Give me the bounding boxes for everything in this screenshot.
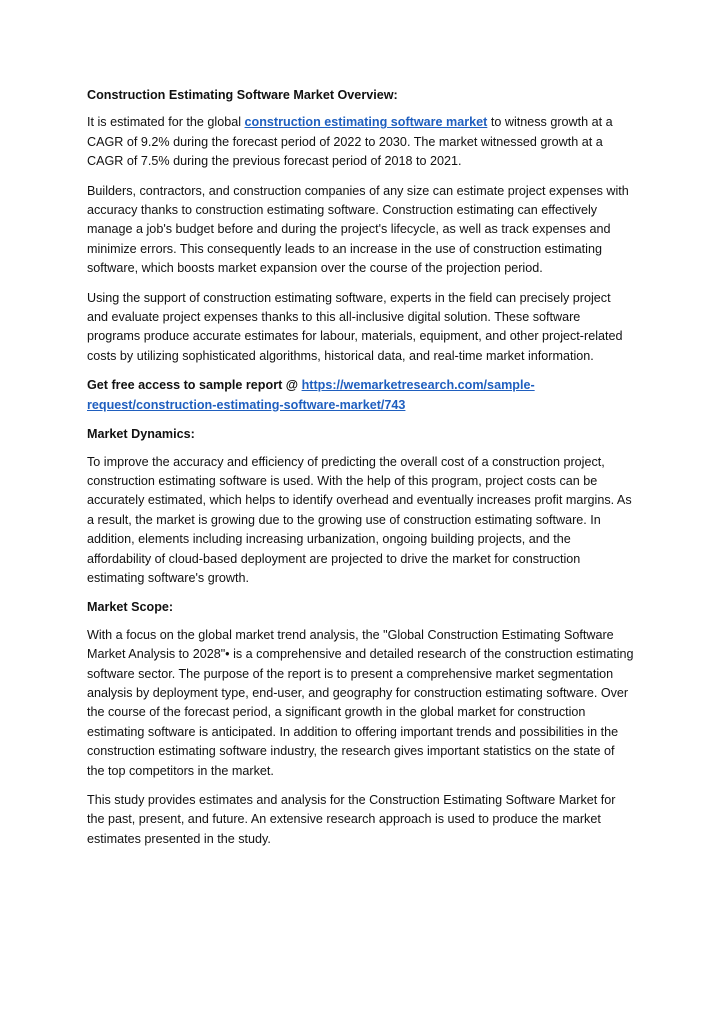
market-link[interactable]: construction estimating software market [244,115,488,130]
scope-heading: Market Scope: [87,600,174,615]
support-paragraph: Using the support of construction estimating software, experts in the field can precisely project and evaluate project expenses thanks to this all-inclusive digital solution. These software programs produce accurate estimates for labour, materials, equipment, and other project-related costs by utilizing sophisticated algorithms, historical data, and real-time market information. [87,290,623,363]
sample-report-label: Get free access to sample report @ [87,378,302,393]
sample-report-line [87,376,635,415]
document-title: Construction Estimating Software Market Overview: [87,88,398,102]
overview-text-after: to witness growth at a CAGR of 9.2% during the forecast period of 2022 to 2030. The market witnessed growth at a CAGR of 7.5% during the previous forecast period of 2018 to 2021. [87,115,613,169]
scope-paragraph: With a focus on the global market trend analysis, the "Global Construction Estimating Software Market Analysis to 2028"• is a comprehensive and detailed research of the construction estimating software sector. The purpose of the report is to present a comprehensive market segmentation analysis by deployment type, end-user, and geography for construction estimating software. Over the course of the forecast period, a significant growth in the global market for construction estimating software is anticipated. In addition to offering important trends and possibilities in the construction estimating software industry, the research gives important statistics on the state of the top competitors in the market. [87,627,634,778]
study-paragraph: This study provides estimates and analysis for the Construction Estimating Software Market for the past, present, and future. An extensive research approach is used to produce the market estimates presented in the study. [87,793,616,846]
overview-text-before: It is estimated for the global [87,115,245,130]
document-page [87,86,635,859]
dynamics-paragraph: To improve the accuracy and efficiency of predicting the overall cost of a construction project, construction estimating software is used. With the help of this program, project costs can be accurately estimated, which helps to identify overhead and eventually increases profit margins. As a result, the market is growing due to the growing use of construction estimating software. In addition, elements including increasing urbanization, ongoing building projects, and the affordability of cloud-based deployment are projected to drive the market for construction estimating software's growth. [87,454,632,585]
sample-report-link[interactable]: https://wemarketresearch.com/sample-request/construction-estimating-software-market/743 [87,378,535,412]
dynamics-heading: Market Dynamics: [87,427,195,442]
overview-paragraph [87,113,635,171]
builders-paragraph: Builders, contractors, and construction companies of any size can estimate project expenses with accuracy thanks to construction estimating software. Construction estimating can effectively manage a job's budget before and during the project's lifecycle, as well as track expenses and minimize errors. This consequently leads to an increase in the use of construction estimating software, which boosts market expansion over the course of the projection period. [87,183,629,276]
